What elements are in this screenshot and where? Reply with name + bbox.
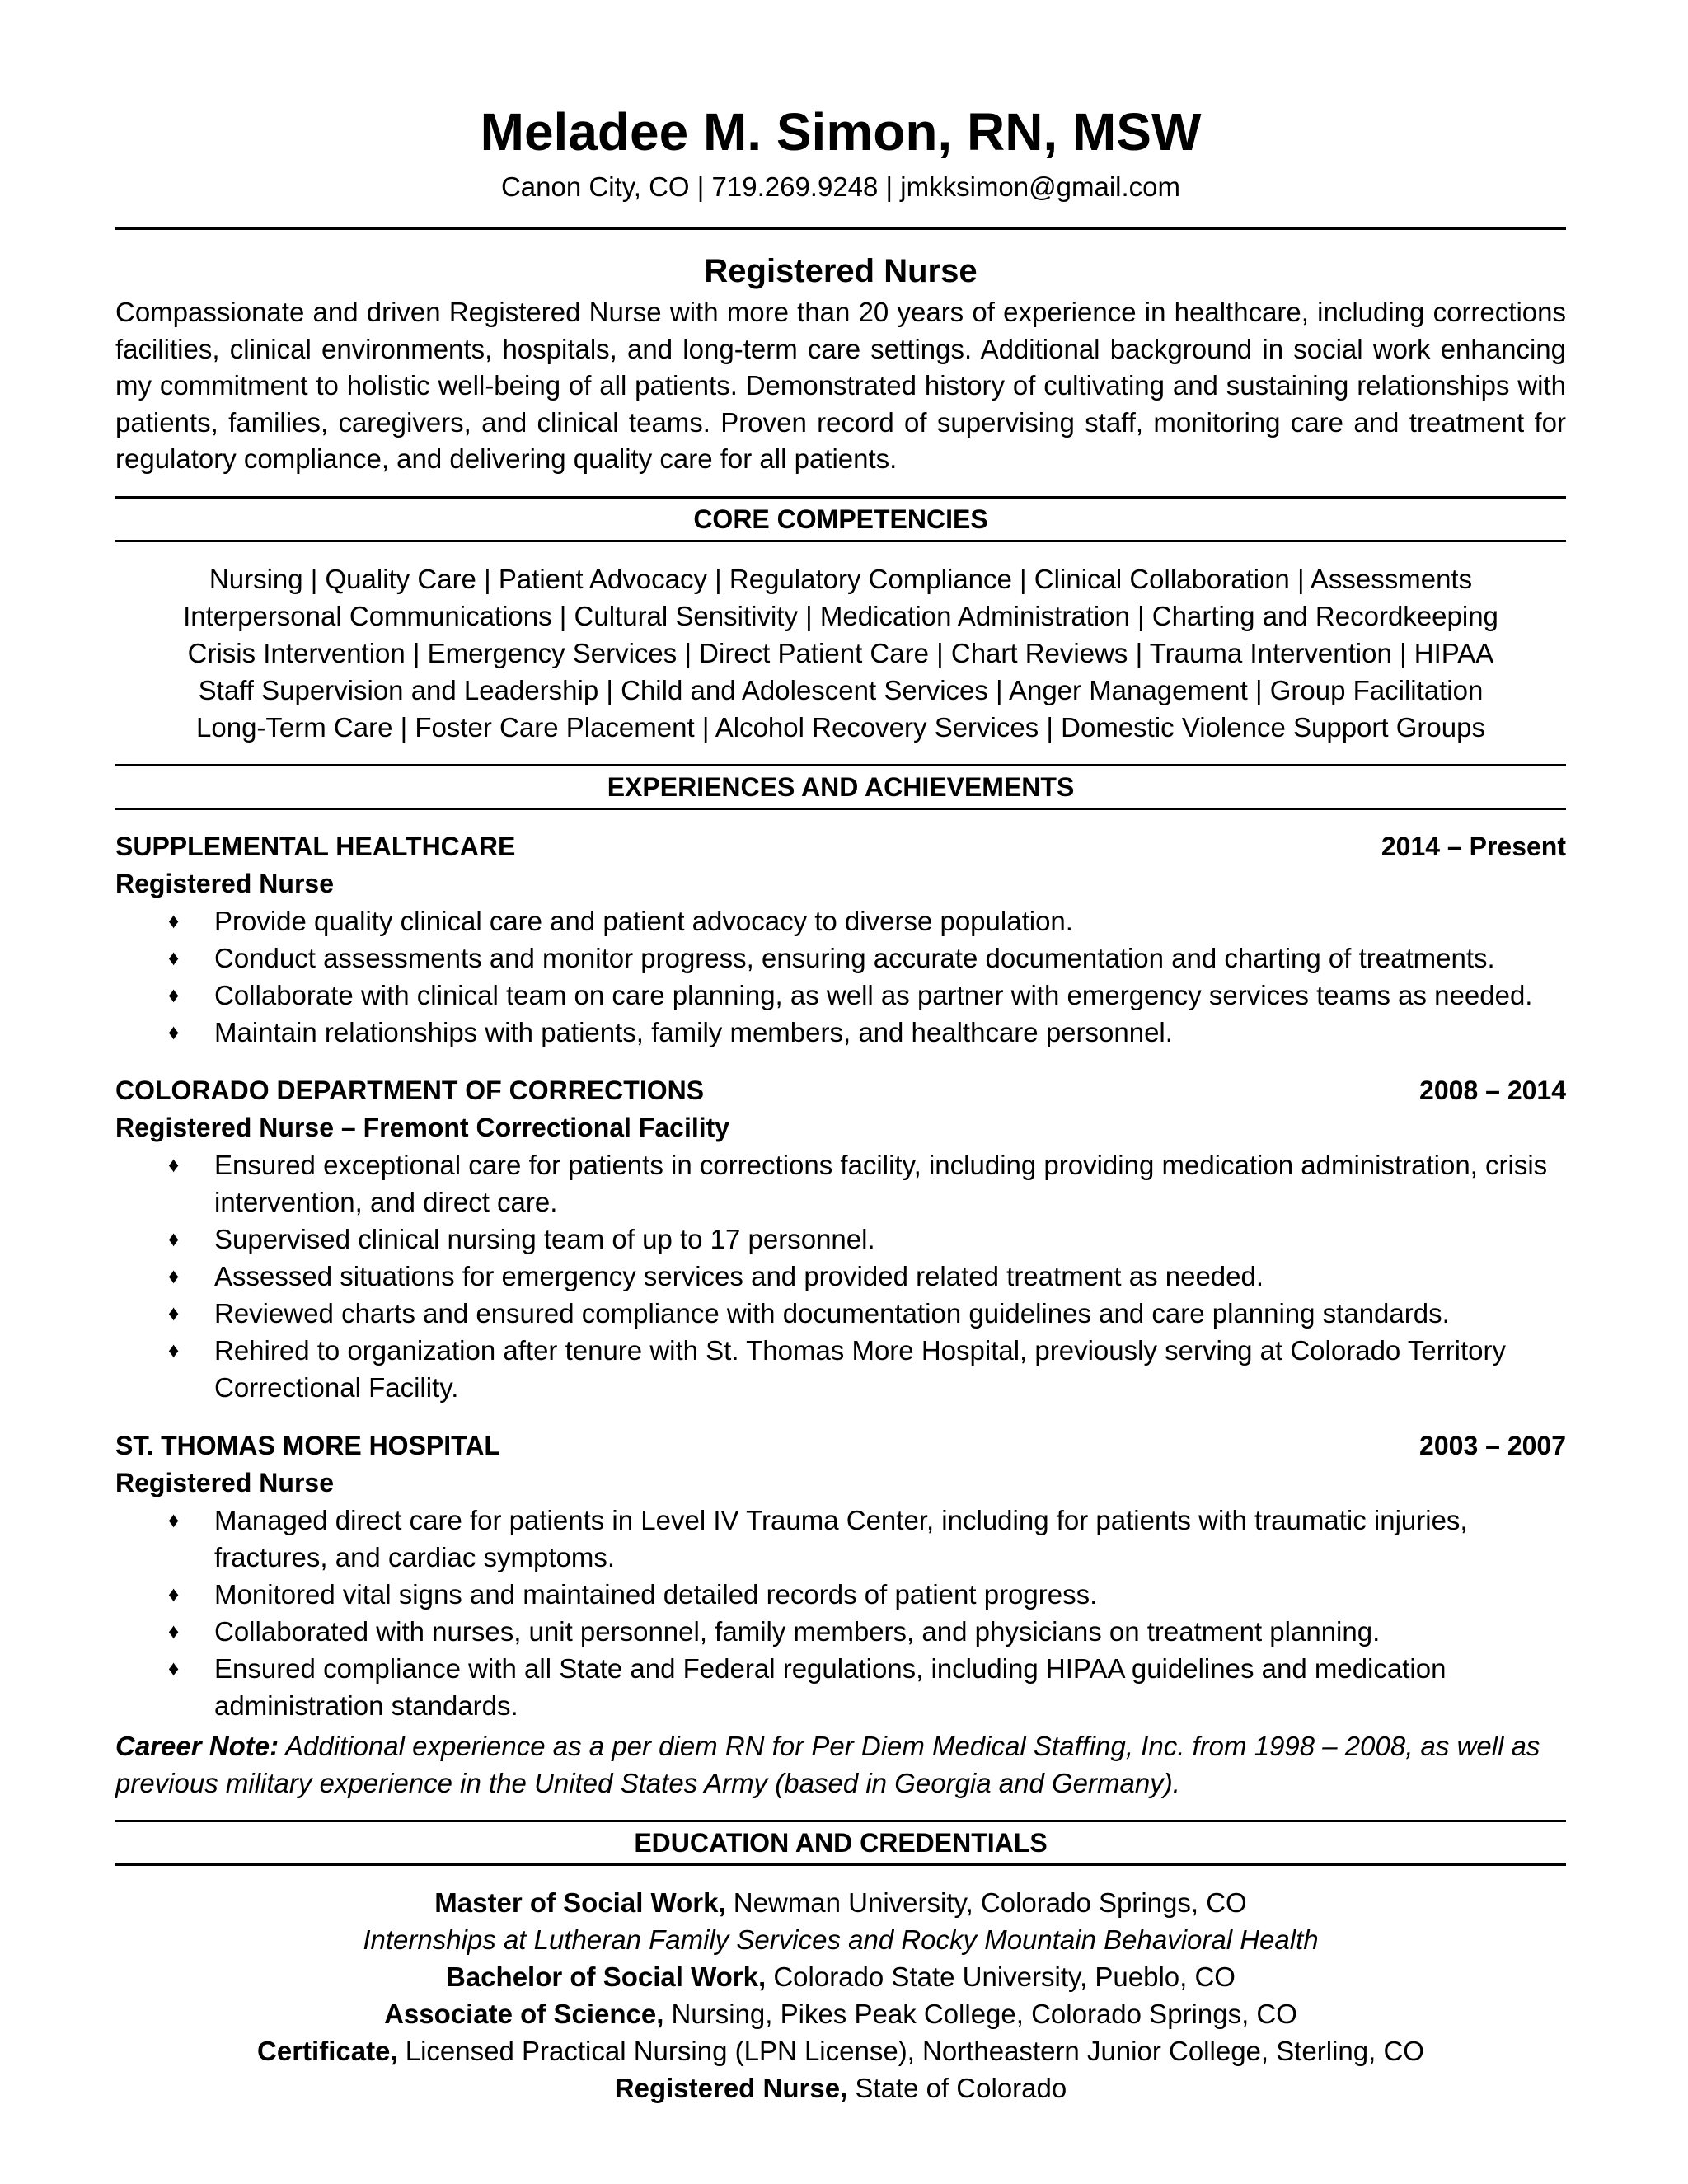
list-item <box>115 1146 1566 1221</box>
competency-line: Long-Term Care | Foster Care Placement | Alcohol Recovery Services | Domestic Violence Support Groups <box>196 711 1485 743</box>
job-employer: ST. THOMAS MORE HOSPITAL <box>115 1430 500 1460</box>
competencies-heading: CORE COMPETENCIES <box>115 496 1566 542</box>
job-entry <box>115 1072 1566 1406</box>
list-item <box>115 940 1566 977</box>
competency-line: Nursing | Quality Care | Patient Advocacy | Regulatory Compliance | Clinical Collaboration | Assessments <box>209 563 1473 594</box>
degree-name: Certificate, <box>257 2035 398 2066</box>
list-item <box>115 1576 1566 1613</box>
header-divider <box>115 227 1566 230</box>
education-heading: EDUCATION AND CREDENTIALS <box>115 1820 1566 1866</box>
resume-header <box>115 99 1566 206</box>
competency-line: Staff Supervision and Leadership | Child and Adolescent Services | Anger Management | Group Facilitation <box>198 674 1484 705</box>
experience-list <box>115 828 1566 1724</box>
job-header-row <box>115 1427 1566 1465</box>
summary-title: Registered Nurse <box>704 253 978 289</box>
bullet-text: Conduct assessments and monitor progress, ensuring accurate documentation and charting of treatments. <box>214 942 1495 973</box>
experience-heading: EXPERIENCES AND ACHIEVEMENTS <box>115 764 1566 810</box>
list-item <box>115 1332 1566 1406</box>
career-note-label: Career Note: <box>115 1730 279 1761</box>
diamond-bullet-icon: ♦ <box>168 944 180 970</box>
list-item <box>115 1258 1566 1295</box>
education-item <box>115 2032 1566 2069</box>
summary-text: Compassionate and driven Registered Nurse with more than 20 years of experience in healthcare, including corrections facilities, clinical environments, hospitals, and long-term care settings. Additional background in social work enhancing my commitment to holistic well-being of all patients. Demonstrated history of cultivating and sustaining relationships with patients, families, caregivers, and clinical teams. Proven record of supervising staff, monitoring care and treatment for regulatory compliance, and delivering quality care for all patients. <box>115 297 1566 474</box>
bullet-text: Collaborate with clinical team on care planning, as well as partner with emergency services teams as needed. <box>214 979 1533 1010</box>
career-note <box>115 1727 1566 1802</box>
list-item <box>115 1502 1566 1576</box>
job-dates: 2014 – Present <box>1381 831 1566 861</box>
competencies-list <box>115 560 1566 746</box>
education-list <box>115 1884 1566 2107</box>
degree-name: Registered Nurse, <box>614 2072 848 2103</box>
job-title: Registered Nurse – Fremont Correctional Facility <box>115 1112 730 1142</box>
list-item <box>115 1650 1566 1724</box>
bullet-text: Maintain relationships with patients, family members, and healthcare personnel. <box>214 1016 1173 1047</box>
summary-section <box>115 248 1566 478</box>
competency-line: Crisis Intervention | Emergency Services | Direct Patient Care | Chart Reviews | Trauma Intervention | HIPAA <box>187 637 1494 668</box>
job-bullets <box>115 902 1566 1051</box>
diamond-bullet-icon: ♦ <box>168 1337 180 1362</box>
list-item <box>115 1014 1566 1051</box>
bullet-text: Provide quality clinical care and patient advocacy to diverse population. <box>214 905 1073 936</box>
career-note-text: Additional experience as a per diem RN for Per Diem Medical Staffing, Inc. from 1998 – 2008, as well as previous military experience in the United States Army (based in Georgia and Germany). <box>115 1730 1540 1798</box>
diamond-bullet-icon: ♦ <box>168 907 180 933</box>
job-employer: SUPPLEMENTAL HEALTHCARE <box>115 831 516 861</box>
bullet-text: Supervised clinical nursing team of up to 17 personnel. <box>214 1223 875 1254</box>
job-entry <box>115 1427 1566 1724</box>
bullet-text: Ensured compliance with all State and Federal regulations, including HIPAA guidelines and medication administration standards. <box>214 1652 1447 1721</box>
bullet-text: Ensured exceptional care for patients in corrections facility, including providing medication administration, crisis intervention, and direct care. <box>214 1149 1548 1217</box>
internships-line: Internships at Lutheran Family Services and Rocky Mountain Behavioral Health <box>363 1924 1319 1955</box>
diamond-bullet-icon: ♦ <box>168 1151 180 1177</box>
job-employer: COLORADO DEPARTMENT OF CORRECTIONS <box>115 1075 705 1105</box>
job-header-row <box>115 828 1566 865</box>
bullet-text: Monitored vital signs and maintained detailed records of patient progress. <box>214 1578 1098 1610</box>
bullet-text: Managed direct care for patients in Level IV Trauma Center, including for patients with traumatic injuries, fractures, and cardiac symptoms. <box>214 1504 1468 1572</box>
job-title: Registered Nurse <box>115 1467 334 1497</box>
diamond-bullet-icon: ♦ <box>168 1226 180 1251</box>
degree-detail: State of Colorado <box>847 2072 1067 2103</box>
job-entry <box>115 828 1566 1051</box>
job-header-row <box>115 1072 1566 1109</box>
bullet-text: Rehired to organization after tenure with St. Thomas More Hospital, previously serving at Colorado Territory Correctional Facility. <box>214 1334 1507 1403</box>
bullet-text: Reviewed charts and ensured compliance with documentation guidelines and care planning standards. <box>214 1297 1450 1329</box>
degree-detail: Licensed Practical Nursing (LPN License), Northeastern Junior College, Sterling, CO <box>397 2035 1424 2066</box>
job-dates: 2008 – 2014 <box>1419 1075 1566 1105</box>
education-item <box>115 1995 1566 2032</box>
contact-line: Canon City, CO | 719.269.9248 | jmkksimon@gmail.com <box>500 171 1181 202</box>
diamond-bullet-icon: ♦ <box>168 1300 180 1325</box>
job-dates: 2003 – 2007 <box>1419 1430 1566 1460</box>
resume-page <box>115 99 1566 2107</box>
job-title: Registered Nurse <box>115 868 334 898</box>
education-item <box>115 1884 1566 1921</box>
diamond-bullet-icon: ♦ <box>168 1019 180 1044</box>
education-item <box>115 1958 1566 1995</box>
education-item <box>115 2069 1566 2107</box>
degree-name: Bachelor of Social Work, <box>446 1961 767 1992</box>
job-bullets <box>115 1502 1566 1724</box>
list-item <box>115 902 1566 940</box>
job-bullets <box>115 1146 1566 1406</box>
degree-name: Associate of Science, <box>384 1998 664 2029</box>
degree-detail: Colorado State University, Pueblo, CO <box>766 1961 1236 1992</box>
degree-detail: Nursing, Pikes Peak College, Colorado Springs, CO <box>663 1998 1297 2029</box>
list-item <box>115 1613 1566 1650</box>
diamond-bullet-icon: ♦ <box>168 1507 180 1532</box>
diamond-bullet-icon: ♦ <box>168 982 180 1007</box>
degree-detail: Newman University, Colorado Springs, CO <box>725 1886 1247 1918</box>
list-item <box>115 1221 1566 1258</box>
diamond-bullet-icon: ♦ <box>168 1618 180 1643</box>
list-item <box>115 1295 1566 1332</box>
competency-line: Interpersonal Communications | Cultural Sensitivity | Medication Administration | Charting and Recordkeeping <box>183 600 1498 631</box>
degree-name: Master of Social Work, <box>434 1886 726 1918</box>
candidate-name: Meladee M. Simon, RN, MSW <box>480 102 1202 162</box>
bullet-text: Assessed situations for emergency services and provided related treatment as needed. <box>214 1260 1264 1291</box>
diamond-bullet-icon: ♦ <box>168 1655 180 1680</box>
list-item <box>115 977 1566 1014</box>
bullet-text: Collaborated with nurses, unit personnel, family members, and physicians on treatment planning. <box>214 1615 1381 1647</box>
diamond-bullet-icon: ♦ <box>168 1581 180 1606</box>
diamond-bullet-icon: ♦ <box>168 1263 180 1288</box>
